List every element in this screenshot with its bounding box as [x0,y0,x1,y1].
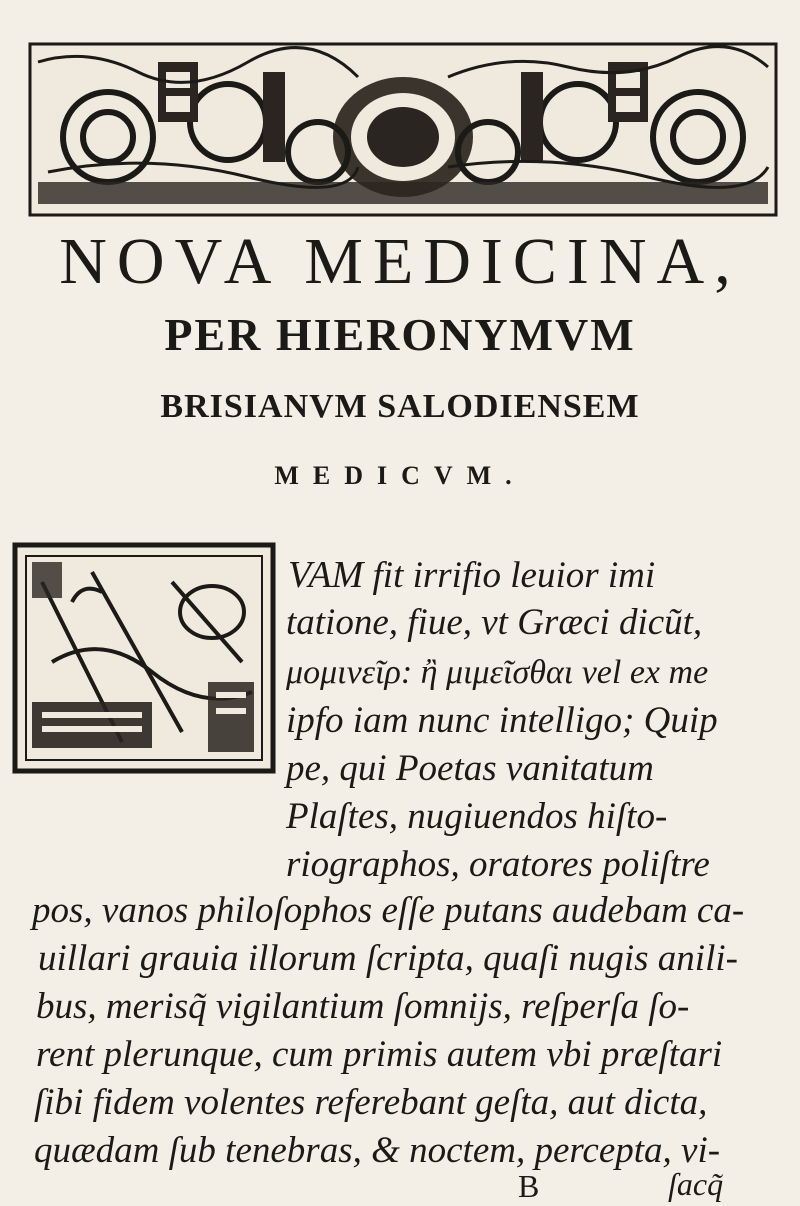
text-line-8: pos, vanos philoſophos eſſe putans audebam ca- [32,890,745,931]
text-line-1 [288,556,655,594]
headpiece-illustration [28,42,778,217]
book-title: NOVA MEDICINA, [59,225,741,298]
text-line-3-greek: μομινεῖρ: ἢ μιμεῖσθαι vel ex me [286,654,709,691]
initial-caps: VAM [288,554,364,596]
text-line-11: rent plerunque, cum primis autem vbi præſtari [36,1034,723,1075]
text-line-6: Plaſtes, nugiuendos hiſto- [286,796,668,837]
headpiece-ornament [28,42,778,217]
signature-mark: B [518,1168,540,1204]
text-line-9: uillari grauia illorum ſcripta, quaſi nugis anili- [38,938,738,979]
decorated-initial [12,542,276,774]
text-line-4: ipfo iam nunc intelligo; Quip [286,700,718,741]
author-origin: BRISIANVM SALODIENSEM [160,388,640,425]
text-line-2: tatione, fiue, vt Græci dicũt, [286,602,703,643]
catchword: ſacq̃ [668,1166,724,1202]
text-line-7: riographos, oratores poliſtre [286,844,710,885]
text-line-10: bus, merisq̃ vigilantium ſomnijs, reſperſa ſo- [36,986,690,1027]
initial-woodcut-illustration [12,542,276,774]
text-line-13: quædam ſub tenebras, & noctem, percepta, vi- [34,1130,721,1171]
text-line-1-rest: fit irrifio leuior imi [372,555,656,596]
text-line-5: pe, qui Poetas vanitatum [286,748,654,789]
author-line-per: PER HIERONYMVM [164,309,636,360]
author-profession: MEDICVM. [274,461,526,490]
text-line-12: ſibi fidem volentes referebant geſta, aut dicta, [34,1082,708,1123]
